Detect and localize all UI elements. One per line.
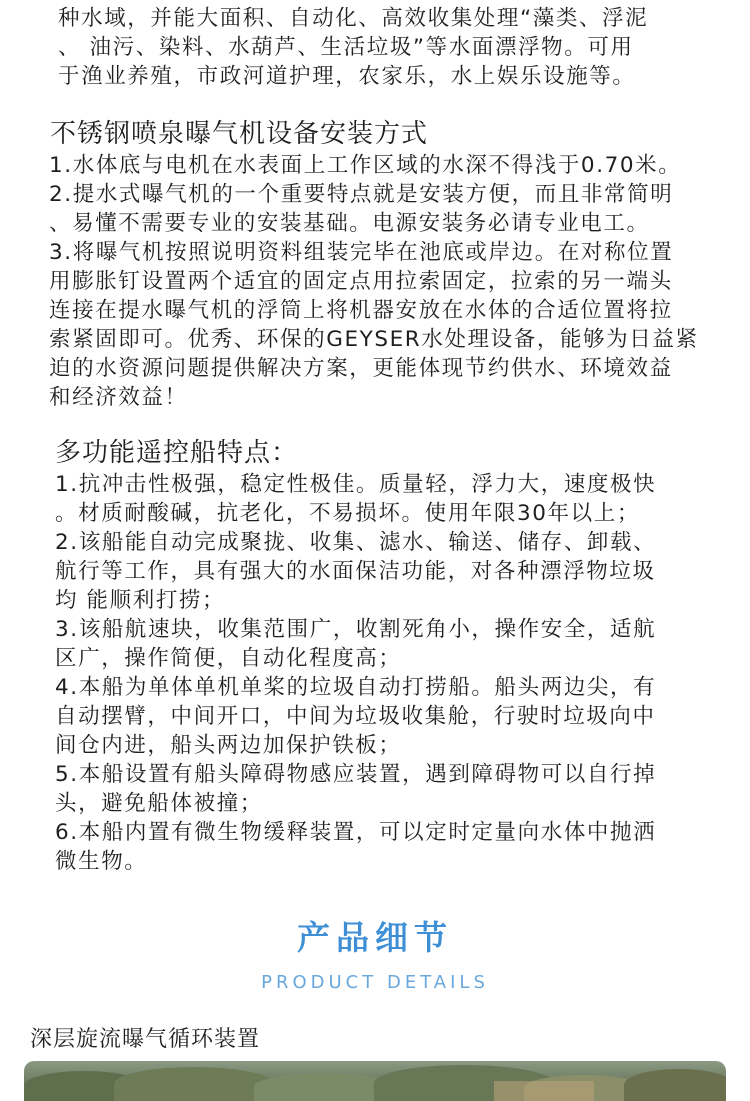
boat-feature-line: 6.本船内置有微生物缓释装置，可以定时定量向水体中抛洒 (55, 820, 657, 845)
install-line: 2.提水式曝气机的一个重要特点就是安装方便，而且非常简明 (49, 182, 674, 207)
intro-line: 、 油污、染料、水葫芦、生活垃圾”等水面漂浮物。可用 (58, 35, 634, 60)
install-line: 、易懂不需要专业的安装基础。电源安装务必请专业电工。 (49, 211, 650, 236)
install-line: 用膨胀钉设置两个适宜的固定点用拉索固定，拉索的另一端头 (49, 269, 673, 294)
boat-feature-line: 自动摆臂，中间开口，中间为垃圾收集舱，行驶时垃圾向中 (55, 704, 656, 729)
boat-feature-line: 均 能顺利打捞； (55, 588, 226, 613)
product-photo (24, 1061, 726, 1101)
boat-feature-line: 区广，操作简便，自动化程度高； (55, 646, 402, 671)
intro-line: 于渔业养殖，市政河道护理，农家乐，水上娱乐设施等。 (58, 64, 636, 89)
install-line: 索紧固即可。优秀、环保的GEYSER水处理设备，能够为日益紧 (49, 327, 699, 352)
section-subtitle: PRODUCT DETAILS (261, 972, 489, 993)
boat-feature-line: 。材质耐酸碱，抗老化，不易损坏。使用年限30年以上； (55, 501, 640, 526)
detail-label: 深层旋流曝气循环装置 (30, 1027, 261, 1052)
section-title: 产品细节 (297, 918, 453, 957)
install-line: 连接在提水曝气机的浮筒上将机器安放在水体的合适位置将拉 (49, 298, 673, 323)
install-line: 3.将曝气机按照说明资料组装完毕在池底或岸边。在对称位置 (49, 240, 674, 265)
boat-feature-line: 4.本船为单体单机单桨的垃圾自动打捞船。船头两边尖，有 (55, 675, 657, 700)
boat-feature-line: 1.抗冲击性极强，稳定性极佳。质量轻，浮力大，速度极快 (55, 472, 657, 497)
boat-feature-line: 微生物。 (55, 849, 148, 874)
boat-feature-line: 航行等工作，具有强大的水面保洁功能，对各种漂浮物垃圾 (55, 559, 656, 584)
install-heading: 不锈钢喷泉曝气机设备安装方式 (50, 119, 429, 149)
boat-heading: 多功能遥控船特点： (55, 438, 299, 468)
intro-line: 种水域，并能大面积、自动化、高效收集处理“藻类、浮泥 (58, 6, 649, 31)
boat-feature-line: 2.该船能自动完成聚拢、收集、滤水、输送、储存、卸载、 (55, 530, 657, 555)
install-line: 1.水体底与电机在水表面上工作区域的水深不得浅于0.70米。 (49, 153, 682, 178)
boat-feature-line: 5.本船设置有船头障碍物感应装置，遇到障碍物可以自行掉 (55, 762, 657, 787)
install-line: 和经济效益！ (49, 385, 188, 410)
boat-feature-line: 间仓内进，船头两边加保护铁板； (55, 733, 402, 758)
boat-feature-line: 3.该船航速块，收集范围广，收割死角小，操作安全，适航 (55, 617, 657, 642)
boat-feature-line: 头，避免船体被撞； (55, 791, 263, 816)
install-line: 迫的水资源问题提供解决方案，更能体现节约供水、环境效益 (49, 356, 673, 381)
